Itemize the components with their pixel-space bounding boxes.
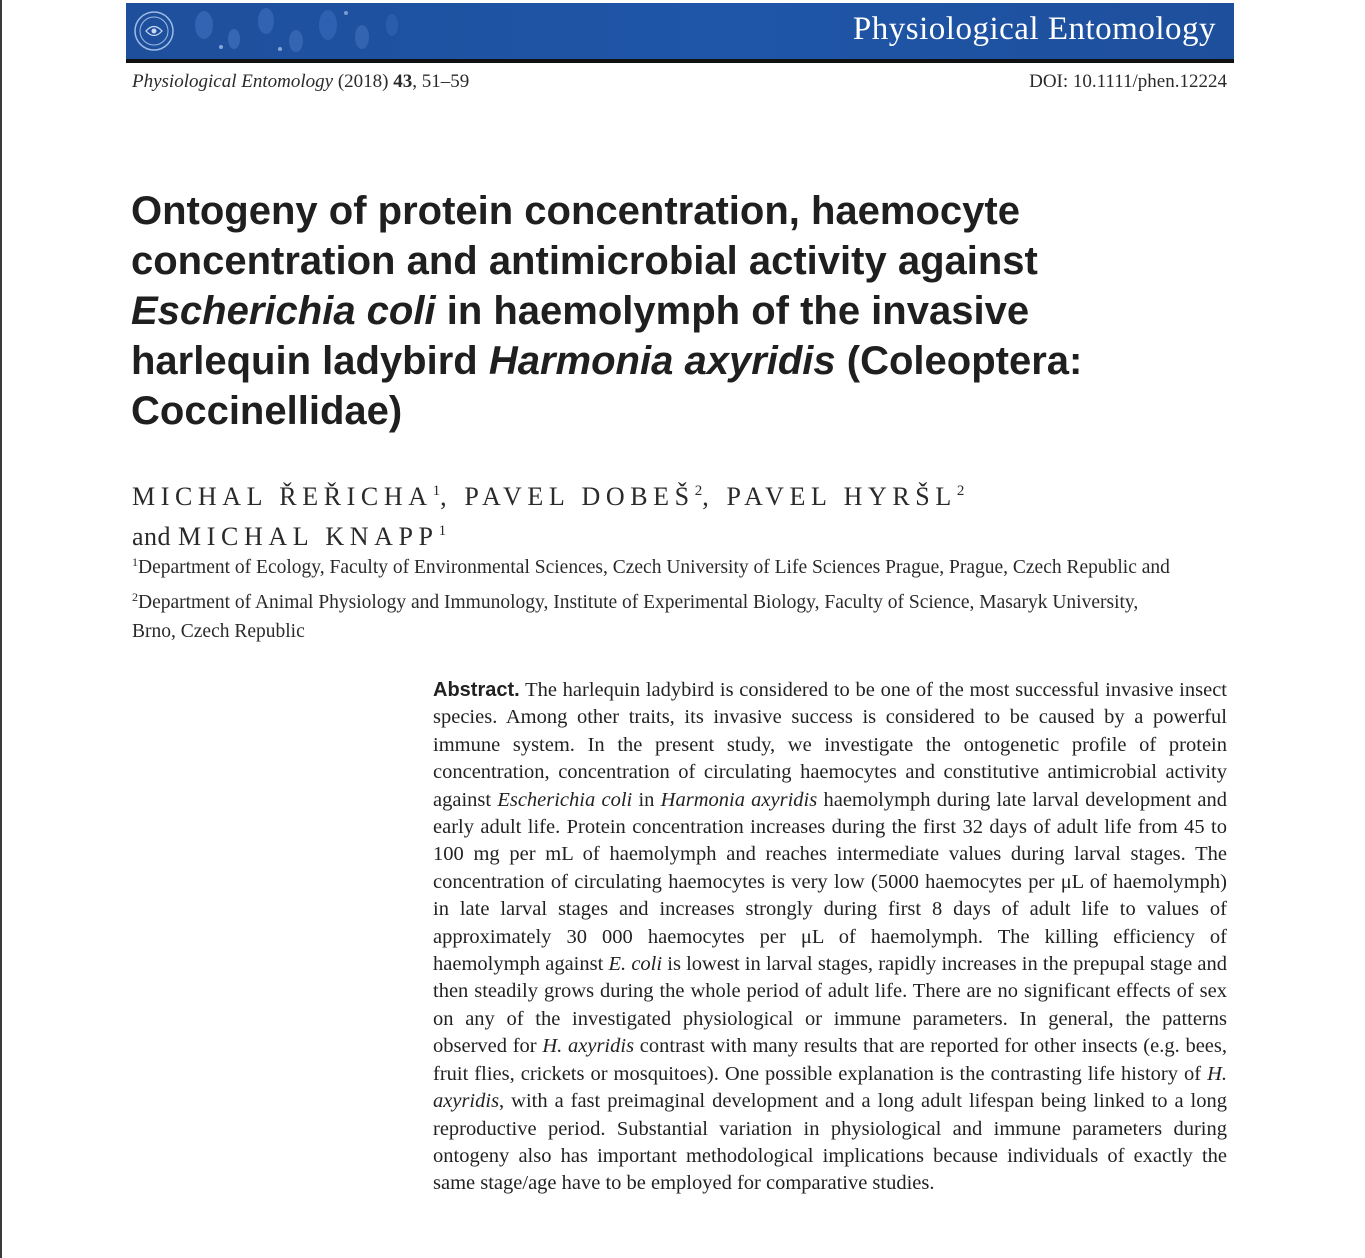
author-name: MICHAL ŘEŘICHA: [132, 482, 433, 511]
abstract-text: haemolymph during late larval development and early adult life. Protein concentration increases during the first 32 days of adult life from 45 to 100 mg per mL of haemolymph and reaches intermediate values during larval stages. The concentration of circulating haemocytes is very low (5000 haemocytes per μL of haemolymph) in late larval stages and increases strongly during first 8 days of adult life to values of approximately 30 000 haemocytes per μL of haemolymph. The killing efficiency of haemolymph against: [433, 788, 1227, 976]
abstract-text: in: [632, 788, 661, 811]
abstract-text: contrast with many results that are reported for other insects (e.g. bees, fruit flies, crickets or mosquitoes). One possible explanation is the contrasting life history of: [433, 1035, 1227, 1085]
banner-divider: [126, 59, 1234, 63]
article-title: [131, 186, 1191, 436]
citation-doi: DOI: 10.1111/phen.12224: [1029, 71, 1227, 92]
affiliation-mark: 2: [132, 589, 138, 604]
affiliation-1: Department of Ecology, Faculty of Environmental Sciences, Czech University of Life Sciences Prague, Prague, Czech Republic and: [138, 557, 1170, 578]
journal-banner-title: Physiological Entomology: [852, 11, 1216, 47]
affiliation-mark: 1: [132, 555, 138, 569]
title-species-2: Harmonia axyridis: [488, 339, 836, 383]
abstract-species: E. coli: [608, 953, 663, 976]
title-part-2: in haemolymph of the invasive harlequin ladybird: [131, 289, 1030, 383]
author-affiliation-mark: 2: [694, 483, 703, 499]
page-edge-rule: [0, 0, 2, 1258]
citation-line: [132, 71, 469, 93]
author-affiliation-mark: 1: [432, 483, 441, 499]
citation-pages: , 51–59: [412, 71, 470, 92]
affiliation-2: Department of Animal Physiology and Immunology, Institute of Experimental Biology, Faculty of Science, Masaryk University,: [138, 591, 1139, 613]
author-list: [132, 474, 1232, 554]
author-affiliation-mark: 2: [956, 483, 965, 499]
abstract-text: is lowest in larval stages, rapidly increases in the prepupal stage and then steadily grows during the whole period of adult life. There are no significant effects of sex on any of the investigated physiological or immune parameters. In general, the patterns observed for: [433, 953, 1227, 1058]
title-part-3: (Coleoptera: Coccinellidae): [131, 339, 1083, 433]
title-species-1: Escherichia coli: [131, 289, 436, 333]
citation-journal: Physiological Entomology: [132, 71, 334, 92]
author-separator: ,: [702, 482, 727, 511]
author-name: PAVEL HYRŠL: [726, 482, 957, 511]
affiliation-2-city: Brno, Czech Republic: [132, 621, 305, 642]
abstract-species: H. axyridis: [542, 1035, 635, 1058]
affiliations: [132, 548, 1232, 647]
author-conjunction: and: [132, 522, 179, 551]
citation-volume: 43: [393, 71, 413, 92]
abstract-text: , with a fast preimaginal development and a long adult lifespan being linked to a long reproductive period. Substantial variation in physiological and immune parameters during ontogeny also has important methodological implications because individuals of exactly the same stage/age have to be employed for comparative studies.: [433, 1090, 1227, 1195]
journal-logo-decoration-icon: [126, 3, 426, 59]
journal-banner: [126, 3, 1234, 59]
citation-year: (2018): [337, 71, 389, 92]
author-name: MICHAL KNAPP: [178, 522, 439, 551]
abstract-species: H. axyridis: [433, 1062, 1227, 1113]
author-separator: ,: [440, 482, 465, 511]
abstract-text: The harlequin ladybird is considered to be one of the most successful invasive insect species. Among other traits, its invasive success is considered to be caused by a powerful immune system. In the present study, we investigate the ontogenetic profile of protein concentration, concentration of circulating haemocytes and constitutive antimicrobial activity against: [433, 679, 1227, 811]
title-part-1: Ontogeny of protein concentration, haemocyte concentration and antimicrobial activity against: [131, 189, 1038, 283]
abstract-species: Escherichia coli: [497, 788, 633, 811]
abstract-label: Abstract.: [433, 679, 520, 701]
abstract: [433, 677, 1227, 1198]
author-name: PAVEL DOBEŠ: [464, 482, 695, 511]
abstract-species: Harmonia axyridis: [660, 788, 818, 811]
author-affiliation-mark: 1: [438, 523, 447, 539]
